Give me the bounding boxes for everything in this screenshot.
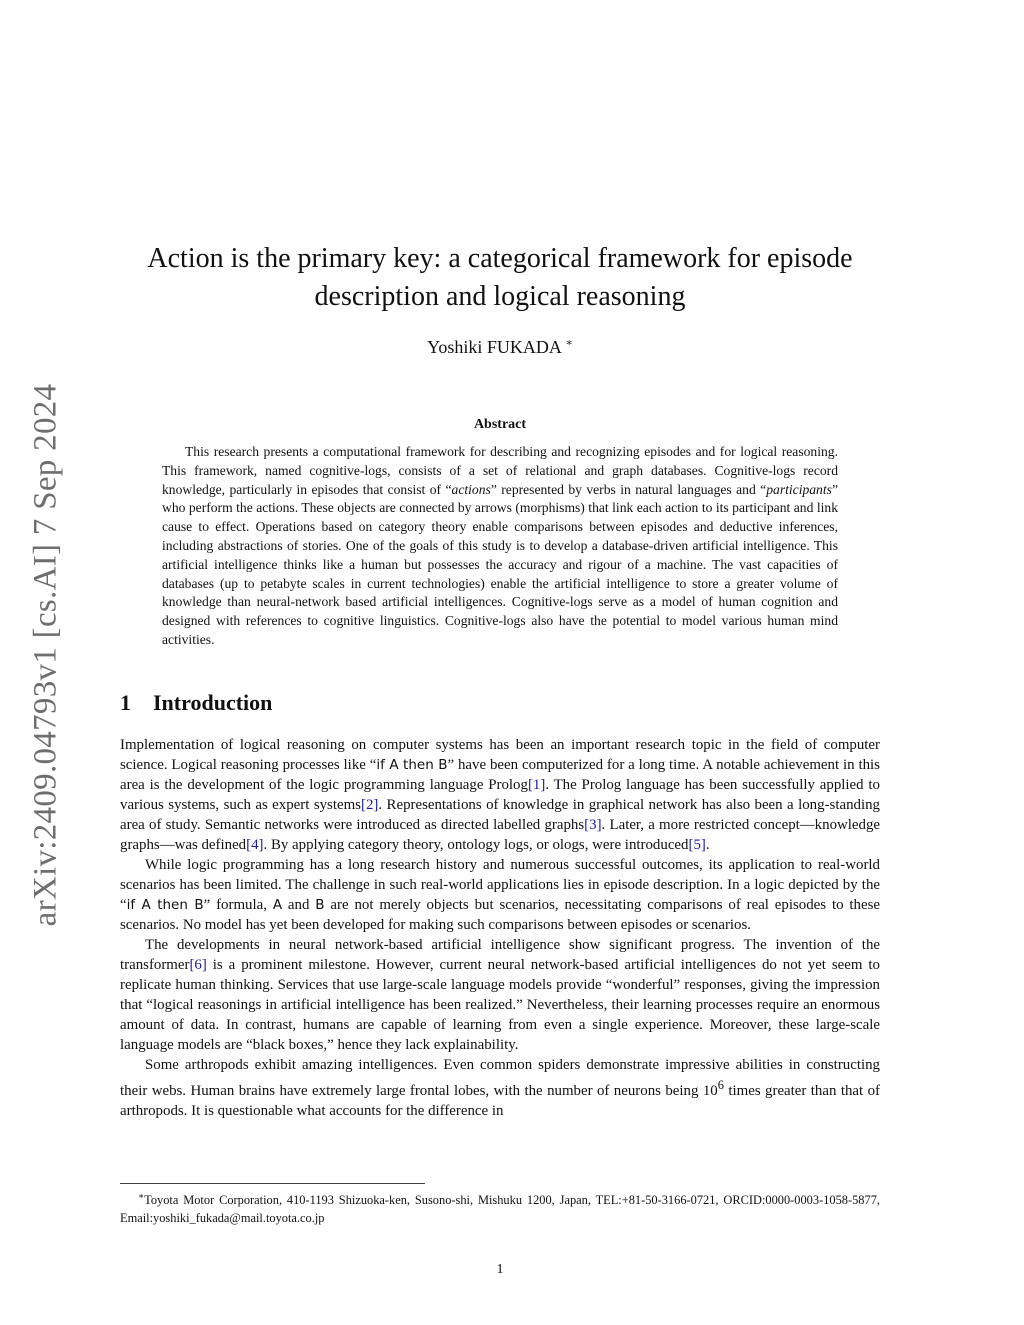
paragraph: The developments in neural network-based artificial intelligence show significant progress. The invention of the transformer[6] is a prominent milestone. However, current neural network-based artificial intelligences do not yet seem to replicate human thinking. Services that use large-scale language models provide “wonderful” responses, giving the impression that “logical reasonings in artificial intelligence has been realized.” Nevertheless, their learning processes require an enormous amount of data. In contrast, humans are capable of learning from even a single experience. Moreover, these large-scale language models are “black boxes,” hence they lack explainability. bbox=[120, 937, 880, 1053]
citation-link[interactable]: [5] bbox=[688, 837, 706, 853]
abstract-heading: Abstract bbox=[473, 417, 527, 432]
exponent: 6 bbox=[717, 1078, 724, 1092]
paragraph: Some arthropods exhibit amazing intelligences. Even common spiders demonstrate impressive abilities in constructing their webs. Human brains have extremely large frontal lobes, with the number of neurons being $10^6$ times greater than that of arthropods. It is questionable what accounts for the difference in bbox=[120, 1057, 880, 1119]
introduction-body bbox=[120, 735, 880, 1121]
paragraph: While logic programming has a long research history and numerous successful outcomes, its application to real-world scenarios has been limited. The challenge in such real-world applications lies in episode description. In a logic depicted by the “if A then B” formula, A and B are not merely objects but scenarios, necessitating comparisons of real episodes to these scenarios. No model has yet been developed for making such comparisons between episodes or scenarios. bbox=[120, 857, 880, 933]
section-number: 1 bbox=[120, 690, 131, 715]
citation-link[interactable]: [1] bbox=[527, 777, 546, 793]
abstract-text: This research presents a computational framework for describing and recognizing episodes and for logical reasoning. This framework, named cognitive-logs, consists of a set of relational and graph databases. Cognitive-logs record knowledge, particularly in episodes that consist of “actions” represented by verbs in natural languages and “participants” who perform the actions. These objects are connected by arrows (morphisms) that link each action to its participant and link cause to effect. Operations based on category theory enable comparisons between episodes and deductive inferences, including abstractions of stories. One of the goals of this study is to develop a database-driven artificial intelligence. This artificial intelligence thinks like a human but possesses the accuracy and rigour of a machine. The vast capacities of databases (up to petabyte scales in current technologies) enable the artificial intelligence to store a greater volume of knowledge than neural-network based artificial intelligences. Cognitive-logs serve as a model of human cognition and designed with references to cognitive linguistics. Cognitive-logs also have the potential to model various human mind activities. bbox=[162, 444, 838, 647]
arxiv-identifier: arXiv:2409.04793v1 [cs.AI] 7 Sep 2024 bbox=[27, 383, 64, 927]
section-heading-introduction bbox=[120, 690, 880, 716]
abstract-emphasis-actions: actions bbox=[451, 481, 491, 497]
citation-link[interactable]: [3] bbox=[584, 817, 602, 833]
footnote-text: Toyota Motor Corporation, 410-1193 Shizuoka-ken, Susono-shi, Mishuku 1200, Japan, TEL:+81-50-3166-0721, ORCID:0000-0003-1058-5877, Email:yoshiki_fukada@mail.toyota.co.jp bbox=[120, 1193, 880, 1225]
inline-code: if A then B bbox=[376, 757, 448, 773]
footnote bbox=[120, 1188, 880, 1227]
author-footnote-mark: ∗ bbox=[565, 337, 573, 349]
citation-link[interactable]: [2] bbox=[360, 797, 379, 813]
author-name: Yoshiki FUKADA bbox=[427, 337, 561, 357]
inline-code: if A then B bbox=[126, 897, 204, 913]
section-title: Introduction bbox=[153, 690, 273, 715]
footnote-divider bbox=[120, 1183, 425, 1184]
page-number: 1 bbox=[496, 1262, 504, 1277]
paragraph: Implementation of logical reasoning on computer systems has been an important research topic in the field of computer science. Logical reasoning processes like “if A then B” have been computerized for a long time. A notable achievement in this area is the development of the logic programming language Prolog[1]. The Prolog language has been successfully applied to various systems, such as expert systems[2]. Representations of knowledge in graphical network has also been a long-standing area of study. Semantic networks were introduced as directed labelled graphs[3]. Later, a more restricted concept—knowledge graphs—was defined[4]. By applying category theory, ontology logs, or ologs, were introduced[5]. bbox=[120, 737, 881, 853]
inline-code: B bbox=[315, 897, 325, 913]
paper-title: Action is the primary key: a categorical framework for episode description and logical reasoning bbox=[147, 243, 853, 312]
citation-link[interactable]: [6] bbox=[189, 957, 207, 973]
inline-code: A bbox=[272, 897, 283, 913]
abstract-emphasis-participants: participants bbox=[766, 481, 832, 497]
citation-link[interactable]: [4] bbox=[246, 837, 264, 853]
footnote-mark: ∗ bbox=[138, 1191, 145, 1201]
author-line bbox=[100, 336, 900, 358]
arxiv-sidebar bbox=[18, 375, 74, 935]
